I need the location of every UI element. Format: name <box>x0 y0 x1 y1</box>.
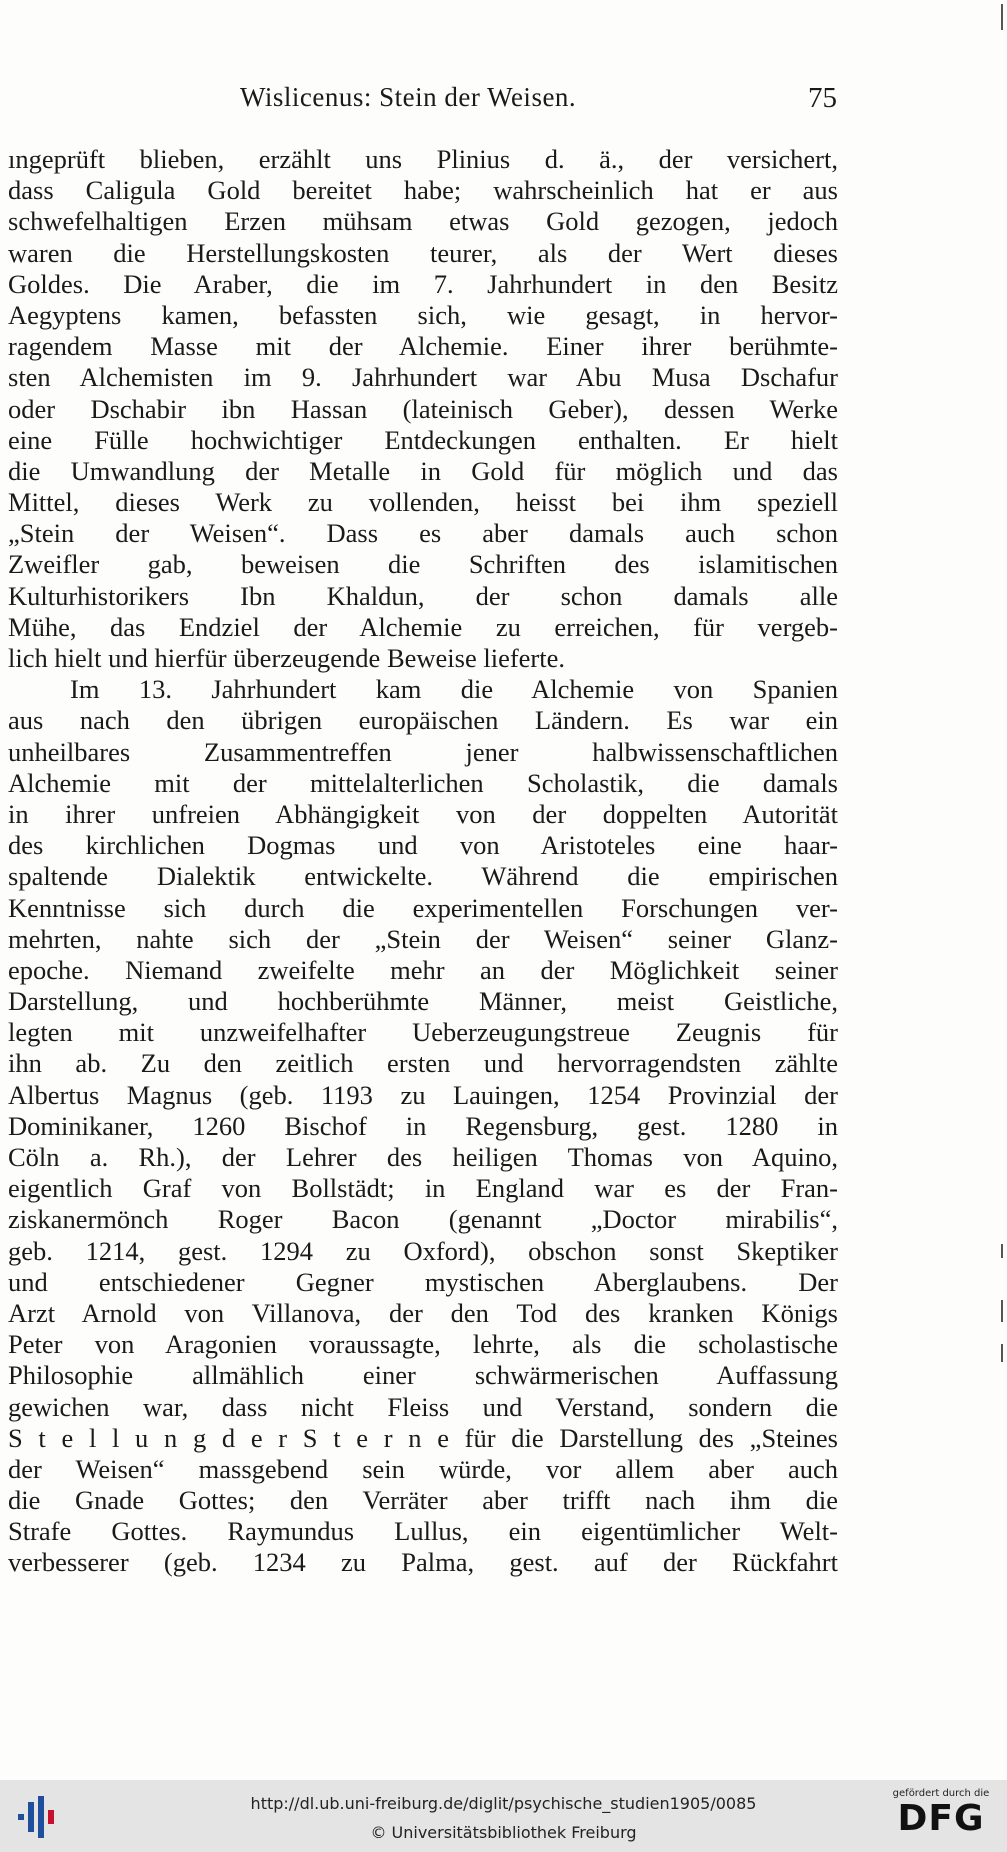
body-text <box>8 144 838 1579</box>
text-line: und entschiedener Gegner mystischen Aberglaubens. Der <box>8 1266 838 1297</box>
text-line: Albertus Magnus (geb. 1193 zu Lauingen, 1254 Provinzial der <box>8 1079 838 1110</box>
text-line: Peter von Aragonien voraussagte, lehrte, als die scholastische <box>8 1329 838 1360</box>
text-line: epoche. Niemand zweifelte mehr an der Möglichkeit seiner <box>8 954 838 985</box>
text-line: Dominikaner, 1260 Bischof in Regensburg, gest. 1280 in <box>8 1110 838 1141</box>
text-line: aus nach den übrigen europäischen Ländern. Es war ein <box>8 705 838 736</box>
text-line: oder Dschabir ibn Hassan (lateinisch Geber), dessen Werke <box>8 393 838 424</box>
text-line: in ihrer unfreien Abhängigkeit von der doppelten Autorität <box>8 798 838 829</box>
page-header <box>0 82 1007 118</box>
text-line: eigentlich Graf von Bollstädt; in England war es der Fran- <box>8 1173 838 1204</box>
text-line: Arzt Arnold von Villanova, der den Tod des kranken Königs <box>8 1297 838 1328</box>
text-line: dass Caligula Gold bereitet habe; wahrscheinlich hat er aus <box>8 175 838 206</box>
text-line: schwefelhaltigen Erzen mühsam etwas Gold gezogen, jedoch <box>8 206 838 237</box>
text-line: die Gnade Gottes; den Verräter aber trifft nach ihm die <box>8 1485 838 1516</box>
text-line: Zweifler gab, beweisen die Schriften des islamitischen <box>8 549 838 580</box>
text-line: sten Alchemisten im 9. Jahrhundert war Abu Musa Dschafur <box>8 362 838 393</box>
text-line: Philosophie allmählich einer schwärmerischen Auffassung <box>8 1360 838 1391</box>
text-line: Cöln a. Rh.), der Lehrer des heiligen Thomas von Aquino, <box>8 1142 838 1172</box>
running-head: Wislicenus: Stein der Weisen. <box>240 82 577 112</box>
text-line: waren die Herstellungskosten teurer, als der Wert dieses <box>8 237 838 268</box>
funder-tagline: gefördert durch die <box>892 1788 990 1799</box>
text-line: ihn ab. Zu den zeitlich ersten und hervorragendsten zählte <box>8 1048 838 1079</box>
page-number: 75 <box>808 82 837 114</box>
text-line: ragendem Masse mit der Alchemie. Einer ihrer berühmte- <box>8 331 838 362</box>
text-line: ıngeprüft blieben, erzählt uns Plinius d. ä., der versichert, <box>8 144 838 174</box>
text-line: Mühe, das Endziel der Alchemie zu erreichen, für vergeb- <box>8 611 838 642</box>
text-line: S t e l l u n g d e r S t e r n e für die Darstellung des „Steines <box>8 1422 838 1453</box>
text-line: Im 13. Jahrhundert kam die Alchemie von Spanien <box>70 674 838 705</box>
text-line: ziskanermönch Roger Bacon (genannt „Doctor mirabilis“, <box>8 1204 838 1235</box>
text-line: unheilbares Zusammentreffen jener halbwissenschaftlichen <box>8 736 838 767</box>
text-line: Strafe Gottes. Raymundus Lullus, ein eigentümlicher Welt- <box>8 1516 838 1547</box>
copyright-notice: © Universitätsbibliothek Freiburg <box>370 1823 637 1842</box>
text-line: Kenntnisse sich durch die experimentellen Forschungen ver- <box>8 892 838 923</box>
text-line: gewichen war, dass nicht Fleiss und Verstand, sondern die <box>8 1391 838 1422</box>
text-line: mehrten, nahte sich der „Stein der Weisen“ seiner Glanz- <box>8 923 838 954</box>
text-line: Mittel, dieses Werk zu vollenden, heisst bei ihm speziell <box>8 487 838 518</box>
text-line: eine Fülle hochwichtiger Entdeckungen enthalten. Er hielt <box>8 424 838 455</box>
text-line: verbesserer (geb. 1234 zu Palma, gest. auf der Rückfahrt <box>8 1547 838 1578</box>
text-line: spaltende Dialektik entwickelte. Während die empirischen <box>8 861 838 892</box>
dfg-logo <box>885 1788 997 1848</box>
text-line: Aegyptens kamen, befassten sich, wie gesagt, in hervor- <box>8 299 838 330</box>
text-line: die Umwandlung der Metalle in Gold für möglich und das <box>8 455 838 486</box>
text-line: lich hielt und hierfür überzeugende Beweise lieferte. <box>8 643 565 673</box>
page-edge-marks <box>997 0 1003 1780</box>
text-line: „Stein der Weisen“. Dass es aber damals auch schon <box>8 518 838 549</box>
viewer-footer <box>0 1780 1007 1852</box>
text-line: Darstellung, und hochberühmte Männer, meist Geistliche, <box>8 986 838 1017</box>
dfg-wordmark: DFG <box>897 1798 985 1839</box>
text-line: des kirchlichen Dogmas und von Aristoteles eine haar- <box>8 830 838 861</box>
text-line: der Weisen“ massgebend sein würde, vor allem aber auch <box>8 1453 838 1484</box>
text-line: geb. 1214, gest. 1294 zu Oxford), obschon sonst Skeptiker <box>8 1235 838 1266</box>
text-line: Alchemie mit der mittelalterlichen Scholastik, die damals <box>8 767 838 798</box>
document-url-link[interactable]: http://dl.ub.uni-freiburg.de/diglit/psychische_studien1905/0085 <box>250 1794 757 1813</box>
text-line: legten mit unzweifelhafter Ueberzeugungstreue Zeugnis für <box>8 1017 838 1048</box>
text-line: Kulturhistorikers Ibn Khaldun, der schon damals alle <box>8 580 838 611</box>
text-line: Goldes. Die Araber, die im 7. Jahrhundert in den Besitz <box>8 268 838 299</box>
